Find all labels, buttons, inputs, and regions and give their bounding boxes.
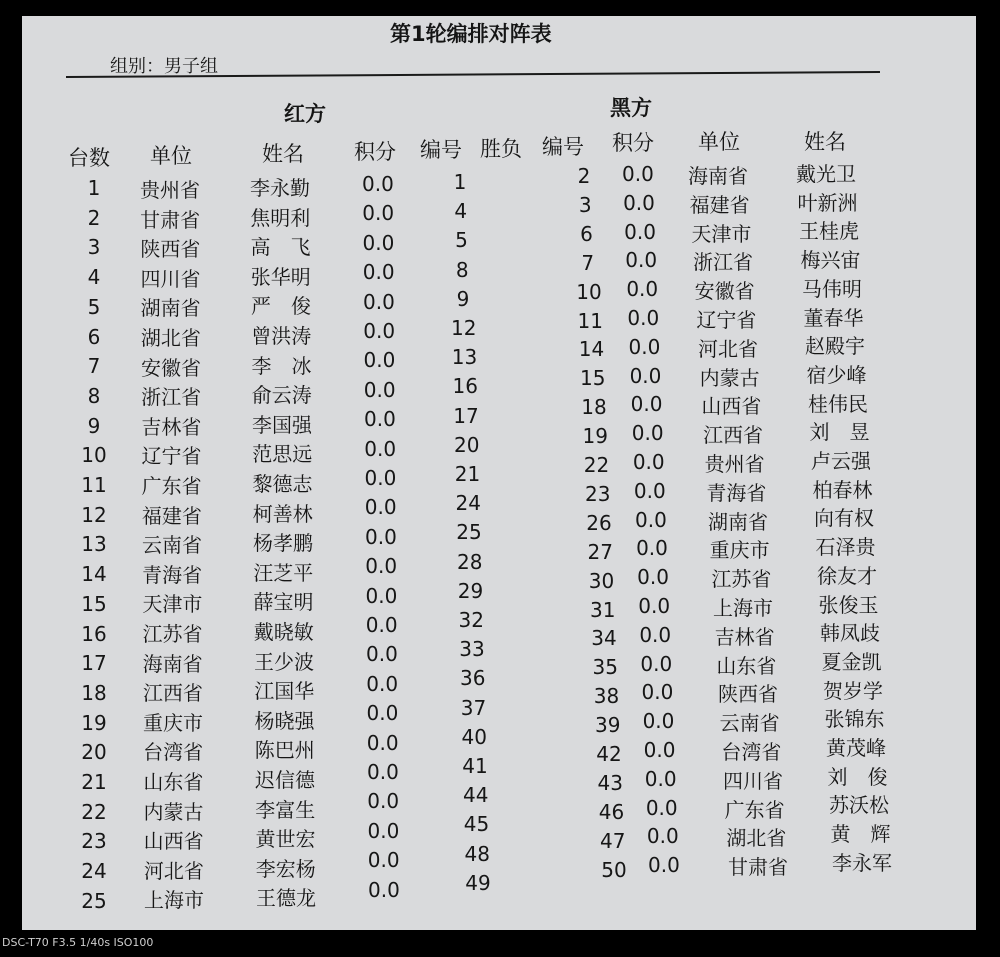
black-number: 7	[581, 250, 595, 275]
red-score: 0.0	[365, 613, 398, 637]
red-unit: 台湾省	[143, 740, 204, 765]
table-number: 5	[87, 294, 101, 319]
red-unit: 吉林省	[141, 414, 202, 439]
black-unit: 上海市	[713, 596, 773, 620]
red-number: 29	[457, 578, 484, 603]
black-number: 3	[578, 192, 592, 217]
black-name: 戴光卫	[796, 162, 856, 186]
red-name: 高 飞	[250, 235, 311, 260]
table-number: 12	[81, 502, 107, 527]
red-score: 0.0	[368, 877, 400, 902]
table-number: 25	[81, 888, 107, 913]
black-name: 桂伟民	[808, 391, 868, 416]
red-score: 0.0	[364, 495, 397, 520]
page-title: 第1轮编排对阵表	[390, 22, 552, 46]
red-score: 0.0	[365, 583, 398, 608]
black-score: 0.0	[645, 795, 678, 820]
black-number: 43	[597, 770, 623, 795]
black-name: 李永军	[832, 850, 892, 875]
black-name: 宿少峰	[806, 362, 867, 387]
black-name: 叶新洲	[797, 190, 858, 215]
red-number: 1	[453, 170, 467, 194]
black-number: 47	[600, 828, 626, 853]
black-score: 0.0	[632, 450, 665, 474]
table-number: 11	[81, 473, 107, 497]
red-number: 8	[455, 257, 469, 282]
red-number: 45	[463, 812, 490, 837]
black-score: 0.0	[628, 334, 661, 359]
black-number: 46	[598, 799, 625, 824]
red-number: 5	[455, 228, 468, 253]
header-black-no: 编号	[542, 135, 584, 159]
black-score: 0.0	[640, 651, 673, 676]
header-red-score: 积分	[354, 140, 396, 164]
red-number: 17	[453, 403, 479, 428]
red-score: 0.0	[363, 289, 395, 314]
header-result: 胜负	[480, 137, 522, 161]
red-number: 49	[465, 870, 491, 895]
red-number: 32	[458, 608, 484, 632]
black-score: 0.0	[622, 162, 654, 186]
black-unit: 陕西省	[718, 682, 778, 707]
red-unit: 安徽省	[141, 355, 201, 380]
red-unit: 江西省	[142, 681, 203, 706]
red-name: 曾洪涛	[251, 324, 312, 348]
red-number: 9	[456, 286, 470, 311]
black-unit: 湖南省	[708, 509, 768, 534]
red-score: 0.0	[367, 789, 400, 814]
black-number: 50	[601, 857, 627, 882]
black-number: 2	[577, 164, 591, 188]
black-number: 42	[596, 742, 622, 766]
red-number: 21	[454, 462, 481, 486]
black-score: 0.0	[629, 363, 662, 388]
red-unit: 云南省	[142, 533, 202, 558]
black-score: 0.0	[646, 824, 679, 849]
black-unit: 浙江省	[693, 250, 753, 275]
black-name: 董春华	[803, 305, 864, 330]
black-number: 31	[590, 597, 616, 622]
red-number: 25	[456, 520, 482, 545]
black-unit: 山东省	[716, 653, 777, 678]
table-number: 16	[81, 621, 107, 646]
red-unit: 四川省	[140, 266, 201, 291]
table-number: 14	[81, 562, 107, 587]
header-black-score: 积分	[612, 131, 654, 155]
black-score: 0.0	[630, 392, 663, 417]
header-red-unit: 单位	[150, 144, 192, 168]
black-name: 夏金凯	[821, 649, 882, 674]
red-unit: 贵州省	[140, 178, 200, 202]
red-number: 13	[451, 345, 478, 370]
black-unit: 云南省	[719, 711, 780, 736]
red-score: 0.0	[366, 671, 399, 696]
red-unit: 福建省	[141, 503, 202, 528]
table-number: 10	[81, 443, 107, 468]
red-unit: 浙江省	[141, 385, 202, 410]
black-unit: 青海省	[706, 480, 767, 505]
black-unit: 湖北省	[726, 826, 787, 851]
red-unit: 辽宁省	[141, 444, 202, 469]
header-black-name: 姓名	[804, 130, 846, 154]
red-score: 0.0	[362, 201, 395, 226]
red-unit: 重庆市	[143, 710, 203, 735]
red-name: 薛宝明	[253, 590, 314, 615]
red-name: 李富生	[255, 797, 316, 822]
red-number: 41	[462, 754, 488, 778]
black-unit: 江苏省	[711, 567, 772, 592]
black-unit: 重庆市	[709, 538, 770, 563]
camera-caption: DSC-T70 F3.5 1/40s ISO100	[2, 936, 154, 949]
red-score: 0.0	[364, 407, 396, 432]
black-score: 0.0	[637, 565, 669, 590]
black-score: 0.0	[626, 277, 659, 302]
black-score: 0.0	[627, 306, 660, 330]
table-number: 20	[81, 740, 107, 765]
red-name: 王德龙	[256, 886, 316, 911]
black-unit: 内蒙古	[699, 365, 760, 390]
black-number: 6	[580, 221, 593, 246]
header-red-name: 姓名	[262, 142, 304, 166]
red-name: 李国强	[252, 412, 312, 437]
black-score: 0.0	[648, 853, 680, 878]
black-name: 向有权	[814, 506, 874, 531]
black-unit: 江西省	[703, 423, 763, 448]
black-unit: 台湾省	[721, 740, 782, 764]
black-name: 贺岁学	[823, 678, 883, 703]
red-unit: 陕西省	[140, 237, 201, 262]
black-number: 27	[587, 539, 613, 564]
red-name: 范思远	[252, 442, 313, 467]
red-name: 杨孝鹏	[253, 531, 313, 556]
black-unit: 辽宁省	[696, 308, 757, 332]
red-number: 12	[451, 316, 477, 340]
black-score: 0.0	[641, 680, 674, 705]
table-number: 17	[81, 651, 107, 676]
red-score: 0.0	[365, 554, 398, 579]
black-name: 黄 辉	[830, 822, 891, 847]
red-name: 陈巴州	[254, 738, 315, 763]
header-red-no: 编号	[420, 138, 462, 162]
red-unit: 江苏省	[142, 622, 203, 646]
table-number: 7	[87, 354, 101, 379]
red-number: 37	[460, 695, 487, 720]
red-number: 40	[461, 724, 487, 749]
red-name: 柯善林	[252, 501, 313, 526]
black-side-label: 黑方	[610, 96, 652, 120]
black-unit: 河北省	[698, 336, 758, 361]
table-number: 24	[81, 859, 107, 884]
red-name: 黎德志	[252, 472, 313, 496]
black-unit: 吉林省	[714, 624, 775, 649]
black-unit: 广东省	[724, 797, 785, 822]
black-name: 张锦东	[824, 707, 885, 732]
black-number: 26	[586, 510, 612, 535]
red-name: 汪芝平	[253, 560, 314, 585]
table-number: 23	[81, 829, 107, 854]
table-number: 22	[81, 799, 107, 824]
black-name: 赵殿宇	[805, 334, 865, 359]
black-name: 马伟明	[802, 276, 862, 301]
black-name: 韩凤歧	[820, 621, 880, 646]
red-unit: 青海省	[142, 562, 203, 587]
table-number: 19	[81, 710, 107, 735]
red-number: 24	[455, 491, 481, 516]
red-name: 戴晓敏	[253, 620, 314, 644]
black-score: 0.0	[638, 594, 671, 618]
red-score: 0.0	[363, 348, 396, 373]
table-number: 15	[81, 591, 107, 616]
black-score: 0.0	[642, 709, 675, 734]
red-score: 0.0	[366, 642, 398, 667]
header-table: 台数	[68, 146, 110, 170]
group-label: 组别：男子组	[110, 56, 218, 77]
table-number: 3	[87, 235, 101, 260]
black-name: 黄茂峰	[826, 736, 886, 760]
red-unit: 河北省	[143, 858, 204, 883]
black-number: 30	[588, 568, 615, 593]
black-number: 18	[581, 395, 607, 420]
red-unit: 湖南省	[140, 296, 201, 321]
red-name: 张华明	[250, 264, 311, 289]
black-unit: 山西省	[701, 394, 762, 419]
black-number: 10	[576, 279, 602, 304]
red-name: 江国华	[254, 679, 315, 704]
red-name: 李 冰	[251, 353, 312, 378]
table-number: 21	[81, 770, 107, 794]
black-score: 0.0	[631, 421, 664, 446]
black-unit: 福建省	[689, 192, 750, 217]
red-score: 0.0	[366, 730, 399, 755]
red-name: 俞云涛	[251, 383, 312, 408]
red-score: 0.0	[364, 436, 397, 461]
red-number: 48	[464, 841, 490, 866]
red-number: 4	[454, 199, 468, 224]
red-score: 0.0	[362, 260, 395, 285]
black-unit: 甘肃省	[728, 855, 788, 880]
red-score: 0.0	[365, 524, 397, 549]
table-number: 1	[87, 176, 101, 200]
red-unit: 广东省	[141, 474, 202, 498]
red-unit: 上海市	[144, 888, 204, 913]
red-score: 0.0	[362, 230, 395, 255]
red-score: 0.0	[363, 377, 396, 402]
black-score: 0.0	[636, 536, 668, 561]
table-number: 8	[87, 383, 101, 408]
black-number: 22	[583, 453, 610, 477]
black-unit: 天津市	[691, 221, 752, 246]
black-number: 23	[585, 481, 611, 506]
black-score: 0.0	[623, 190, 655, 215]
red-unit: 内蒙古	[143, 799, 204, 824]
black-score: 0.0	[635, 507, 667, 532]
black-name: 刘 昱	[809, 420, 870, 445]
header-black-unit: 单位	[698, 130, 740, 154]
black-name: 王桂虎	[799, 219, 859, 244]
red-name: 杨晓强	[254, 708, 315, 733]
red-unit: 山西省	[143, 829, 204, 854]
black-number: 39	[595, 713, 621, 738]
black-score: 0.0	[643, 738, 676, 762]
red-score: 0.0	[364, 466, 397, 490]
red-score: 0.0	[366, 701, 399, 726]
red-name: 迟信德	[255, 768, 315, 792]
black-number: 35	[592, 655, 618, 680]
red-name: 李永勤	[250, 176, 310, 200]
black-number: 11	[577, 308, 603, 333]
red-score: 0.0	[363, 319, 396, 343]
paper-sheet	[22, 16, 976, 930]
black-score: 0.0	[625, 248, 658, 273]
red-side-label: 红方	[284, 102, 326, 126]
black-score: 0.0	[644, 766, 677, 791]
black-score: 0.0	[624, 219, 656, 244]
red-name: 李宏杨	[255, 856, 316, 881]
red-number: 33	[459, 637, 485, 662]
red-number: 44	[463, 783, 489, 808]
black-name: 石泽贵	[815, 535, 876, 560]
table-number: 6	[87, 324, 101, 349]
black-unit: 安徽省	[694, 279, 755, 304]
red-score: 0.0	[362, 172, 394, 196]
table-number: 18	[81, 680, 107, 705]
black-score: 0.0	[633, 478, 666, 503]
red-number: 36	[460, 666, 486, 691]
black-unit: 贵州省	[704, 452, 765, 476]
black-name: 苏沃松	[829, 793, 889, 818]
black-unit: 四川省	[723, 768, 783, 793]
red-number: 20	[454, 432, 480, 457]
black-name: 柏春林	[812, 477, 873, 502]
black-number: 15	[580, 366, 606, 391]
black-number: 38	[593, 684, 620, 709]
red-score: 0.0	[367, 760, 399, 784]
red-unit: 甘肃省	[140, 207, 201, 232]
black-number: 34	[591, 626, 617, 651]
red-name: 王少波	[254, 649, 314, 674]
red-name: 焦明利	[250, 205, 311, 230]
table-number: 2	[87, 205, 101, 230]
red-score: 0.0	[367, 848, 400, 873]
red-score: 0.0	[367, 818, 400, 843]
black-name: 卢云强	[811, 449, 871, 473]
black-number: 19	[582, 424, 608, 449]
red-unit: 天津市	[142, 592, 203, 617]
black-name: 徐友才	[817, 563, 877, 588]
red-unit: 海南省	[142, 651, 203, 676]
black-name: 梅兴宙	[800, 248, 861, 273]
black-name: 张俊玉	[818, 592, 879, 617]
table-number: 13	[81, 532, 107, 557]
table-number: 4	[87, 265, 101, 290]
red-name: 严 俊	[251, 294, 311, 319]
red-number: 16	[452, 374, 478, 399]
black-score: 0.0	[639, 622, 672, 647]
red-unit: 湖北省	[140, 326, 201, 350]
red-unit: 山东省	[143, 770, 204, 794]
black-name: 刘 俊	[827, 764, 888, 789]
black-number: 14	[578, 337, 605, 362]
red-number: 28	[457, 549, 483, 574]
table-number: 9	[87, 413, 101, 438]
black-unit: 海南省	[688, 164, 748, 188]
red-name: 黄世宏	[255, 827, 316, 852]
